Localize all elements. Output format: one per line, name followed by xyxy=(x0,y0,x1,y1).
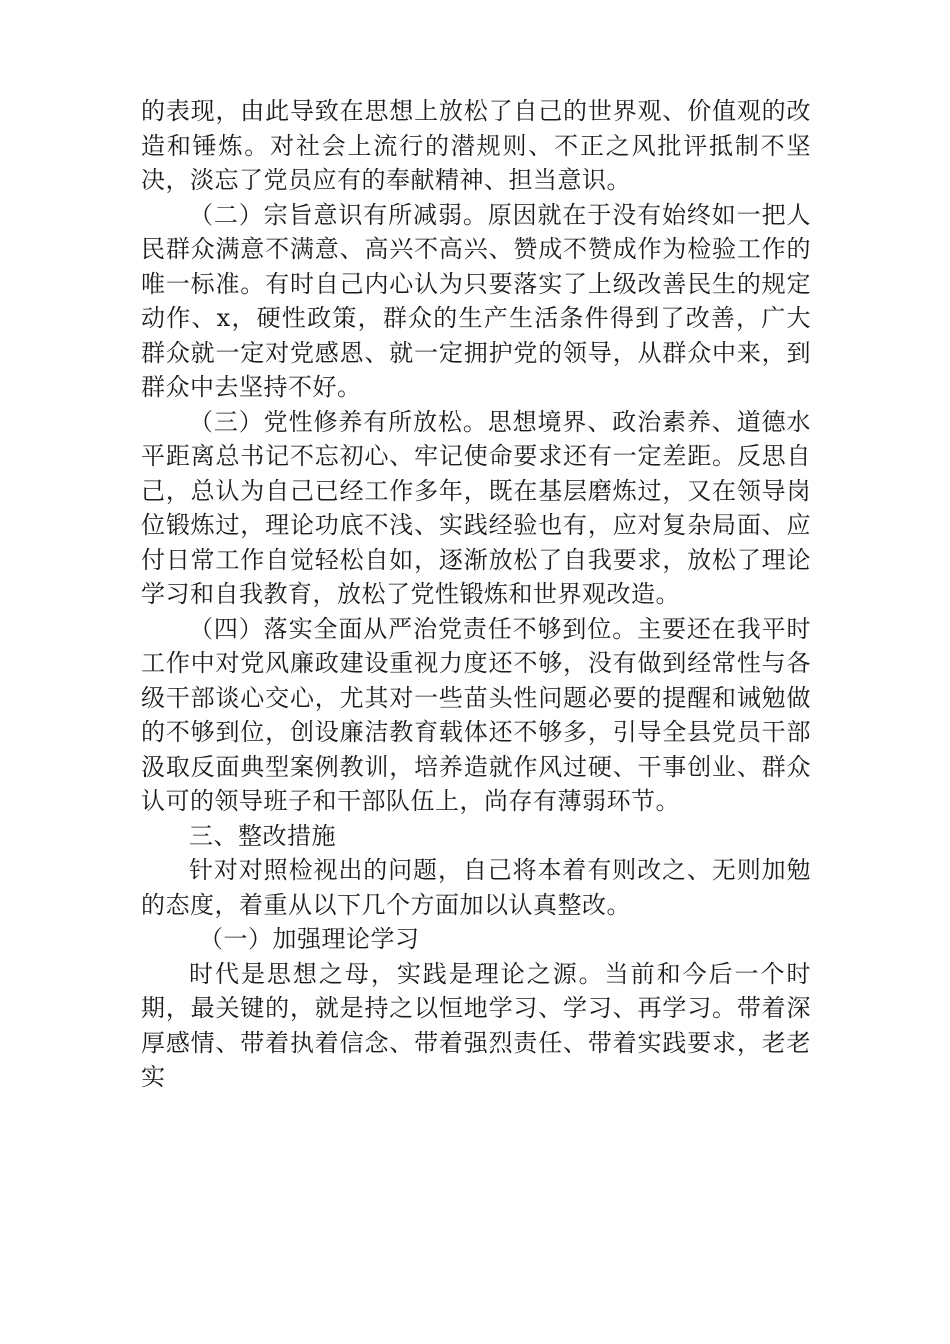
paragraph-theory-study: 时代是思想之母，实践是理论之源。当前和今后一个时期，最关键的，就是持之以恒地学习、学习、再学习。带着深厚感情、带着执着信念、带着强烈责任、带着实践要求，老老实 xyxy=(141,959,811,1091)
document-body xyxy=(141,94,811,1095)
paragraph-continuation: 的表现，由此导致在思想上放松了自己的世界观、价值观的改造和锤炼。对社会上流行的潜规则、不正之风批评抵制不坚决，淡忘了党员应有的奉献精神、担当意识。 xyxy=(141,97,811,194)
paragraph-purpose-awareness: （二）宗旨意识有所减弱。原因就在于没有始终如一把人民群众满意不满意、高兴不高兴、赞成不赞成作为检验工作的唯一标准。有时自己内心认为只要落实了上级改善民生的规定动作、x，硬性政策，群众的生产生活条件得到了改善，广大群众就一定对党感恩、就一定拥护党的领导，从群众中来，到群众中去坚持不好。 xyxy=(141,200,811,401)
paragraph-party-governance: （四）落实全面从严治党责任不够到位。主要还在我平时工作中对党风廉政建设重视力度还不够，没有做到经常性与各级干部谈心交心，尤其对一些苗头性问题必要的提醒和诫勉做的不够到位，创设廉洁教育载体还不够多，引导全县党员干部汲取反面典型案例教训，培养造就作风过硬、干事创业、群众认可的领导班子和干部队伍上，尚存有薄弱环节。 xyxy=(141,614,811,815)
paragraph-rectification-intro: 针对对照检视出的问题，自己将本着有则改之、无则加勉的态度，着重从以下几个方面加以认真整改。 xyxy=(141,856,811,919)
section-heading-rectification: 三、整改措施 xyxy=(189,821,336,850)
paragraph-party-spirit: （三）党性修养有所放松。思想境界、政治素养、道德水平距离总书记不忘初心、牢记使命要求还有一定差距。反思自己，总认为自己已经工作多年，既在基层磨炼过，又在领导岗位锻炼过，理论功底不浅、实践经验也有，应对复杂局面、应付日常工作自觉轻松自如，逐渐放松了自我要求，放松了理论学习和自我教育，放松了党性锻炼和世界观改造。 xyxy=(141,407,811,608)
subheading-theory-study: （一）加强理论学习 xyxy=(199,925,420,953)
